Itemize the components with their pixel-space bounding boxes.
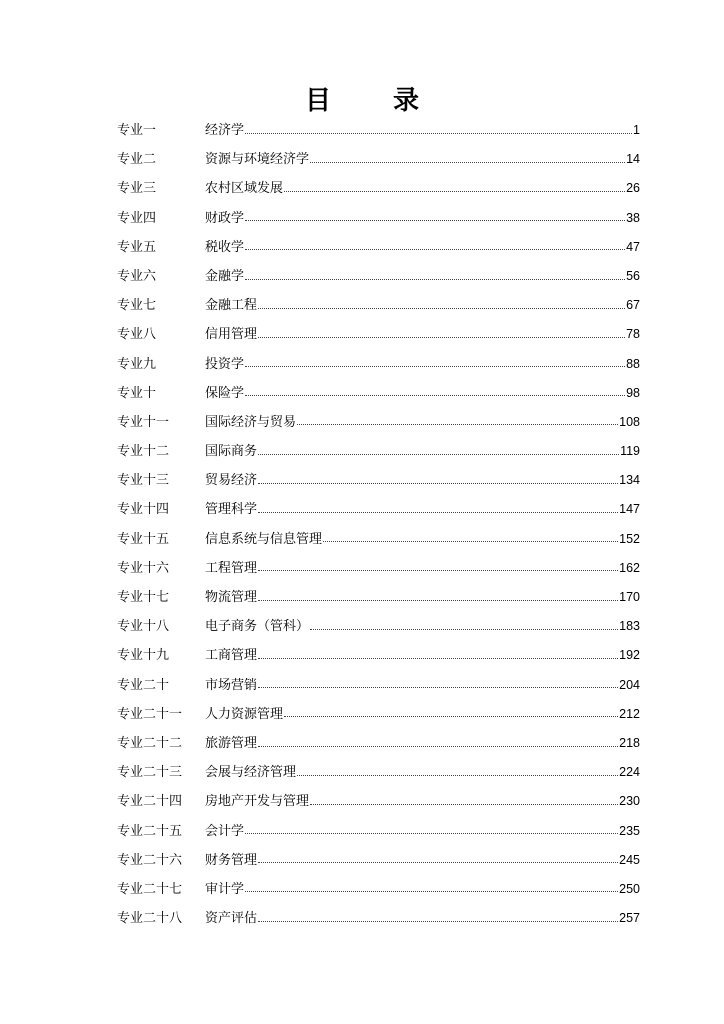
title-char-2: 录 (393, 86, 420, 116)
toc-row[interactable] (117, 145, 640, 174)
toc-leader-dots (284, 715, 618, 717)
toc-entry-title: 审计学 (205, 881, 245, 897)
toc-entry-number: 专业十九 (117, 648, 170, 664)
toc-row[interactable] (117, 671, 640, 700)
page-title (0, 80, 724, 117)
toc-entry-page: 152 (619, 531, 640, 546)
toc-leader-dots (284, 190, 625, 192)
toc-row[interactable] (117, 904, 640, 933)
toc-entry-number: 专业十八 (117, 619, 170, 635)
toc-leader-dots (258, 599, 618, 601)
toc-entry-number: 专业六 (117, 268, 157, 284)
toc-entry-title: 会计学 (205, 823, 245, 839)
toc-entry-page: 134 (619, 473, 640, 488)
toc-leader-dots (245, 832, 618, 834)
toc-entry-title: 金融学 (205, 268, 245, 284)
toc-entry-number: 专业十四 (117, 502, 170, 518)
toc-entry-title: 财政学 (205, 210, 245, 226)
toc-leader-dots (245, 890, 618, 892)
toc-entry-title: 资源与环境经济学 (205, 152, 310, 168)
toc-entry-page: 218 (619, 735, 640, 750)
toc-row[interactable] (117, 495, 640, 524)
toc-leader-dots (297, 423, 618, 425)
toc-entry-number: 专业二十六 (117, 852, 183, 868)
toc-entry-number: 专业十六 (117, 560, 170, 576)
toc-leader-dots (245, 278, 625, 280)
toc-row[interactable] (117, 291, 640, 320)
toc-entry-number: 专业十二 (117, 444, 170, 460)
toc-entry-number: 专业二十七 (117, 881, 183, 897)
toc-row[interactable] (117, 846, 640, 875)
toc-row[interactable] (117, 787, 640, 816)
toc-row[interactable] (117, 612, 640, 641)
toc-leader-dots (258, 336, 625, 338)
toc-leader-dots (310, 803, 618, 805)
toc-entry-title: 房地产开发与管理 (205, 794, 310, 810)
toc-leader-dots (323, 540, 618, 542)
toc-entry-page: 250 (619, 881, 640, 896)
toc-entry-page: 212 (619, 706, 640, 721)
toc-entry-number: 专业五 (117, 239, 157, 255)
toc-entry-page: 119 (620, 444, 640, 459)
toc-entry-number: 专业二十 (117, 677, 170, 693)
toc-entry-number: 专业八 (117, 327, 157, 343)
toc-leader-dots (258, 861, 618, 863)
toc-entry-number: 专业十七 (117, 590, 170, 605)
toc-leader-dots (258, 511, 618, 513)
toc-entry-page: 192 (619, 648, 640, 663)
toc-leader-dots (258, 307, 625, 309)
toc-entry-title: 金融工程 (205, 298, 258, 314)
table-of-contents (117, 116, 640, 933)
toc-entry-title: 保险学 (205, 385, 245, 401)
toc-row[interactable] (117, 262, 640, 291)
toc-row[interactable] (117, 408, 640, 437)
toc-leader-dots (258, 569, 618, 571)
toc-entry-number: 专业二十四 (117, 794, 183, 810)
toc-entry-page: 98 (626, 385, 640, 400)
toc-entry-title: 经济学 (205, 123, 245, 138)
toc-entry-number: 专业二 (117, 152, 157, 168)
toc-entry-page: 204 (619, 677, 640, 692)
toc-row[interactable] (117, 350, 640, 379)
toc-row[interactable] (117, 525, 640, 554)
toc-entry-page: 162 (619, 560, 640, 575)
toc-entry-page: 257 (619, 911, 640, 926)
toc-entry-number: 专业四 (117, 210, 157, 226)
toc-entry-number: 专业二十二 (117, 735, 183, 751)
toc-row[interactable] (117, 641, 640, 670)
toc-entry-title: 贸易经济 (205, 473, 258, 489)
toc-entry-title: 国际商务 (205, 444, 258, 460)
toc-entry-page: 78 (626, 327, 640, 342)
toc-leader-dots (245, 132, 632, 134)
toc-entry-page: 67 (626, 298, 640, 313)
toc-row[interactable] (117, 817, 640, 846)
title-char-1: 目 (304, 86, 331, 116)
toc-leader-dots (258, 745, 618, 747)
toc-row[interactable] (117, 437, 640, 466)
toc-entry-title: 农村区域发展 (205, 181, 284, 197)
toc-entry-title: 工商管理 (205, 648, 258, 664)
toc-entry-page: 14 (626, 152, 640, 167)
toc-entry-title: 电子商务（管科） (205, 619, 310, 635)
toc-leader-dots (245, 365, 625, 367)
toc-row[interactable] (117, 729, 640, 758)
toc-row[interactable] (117, 875, 640, 904)
toc-row[interactable] (117, 466, 640, 495)
toc-leader-dots (258, 482, 618, 484)
toc-entry-number: 专业十 (117, 385, 157, 401)
toc-entry-number: 专业九 (117, 356, 157, 372)
toc-leader-dots (258, 657, 618, 659)
toc-entry-number: 专业二十三 (117, 765, 183, 781)
toc-entry-page: 230 (619, 794, 640, 809)
toc-entry-title: 信息系统与信息管理 (205, 531, 323, 547)
toc-entry-page: 235 (619, 823, 640, 838)
toc-leader-dots (258, 920, 618, 922)
toc-entry-title: 国际经济与贸易 (205, 414, 297, 430)
toc-entry-title: 管理科学 (205, 502, 258, 518)
toc-entry-page: 224 (619, 765, 640, 780)
toc-entry-number: 专业二十八 (117, 911, 183, 927)
toc-entry-page: 147 (619, 502, 640, 517)
toc-entry-number: 专业十一 (117, 414, 170, 430)
toc-entry-number: 专业十三 (117, 473, 170, 489)
toc-row[interactable] (117, 554, 640, 583)
toc-entry-page: 47 (626, 239, 640, 254)
toc-row[interactable] (117, 116, 640, 145)
toc-entry-title: 信用管理 (205, 327, 258, 343)
toc-leader-dots (245, 248, 625, 250)
toc-entry-title: 物流管理 (205, 590, 258, 605)
toc-entry-number: 专业一 (117, 123, 157, 138)
toc-entry-page: 56 (626, 268, 640, 283)
toc-row[interactable] (117, 204, 640, 233)
toc-entry-title: 税收学 (205, 239, 245, 255)
toc-entry-page: 108 (619, 414, 640, 429)
toc-row[interactable] (117, 233, 640, 262)
toc-row[interactable] (117, 700, 640, 729)
toc-row[interactable] (117, 174, 640, 203)
toc-entry-title: 资产评估 (205, 911, 258, 927)
toc-entry-title: 财务管理 (205, 852, 258, 868)
toc-row[interactable] (117, 320, 640, 349)
toc-row[interactable] (117, 583, 640, 612)
toc-leader-dots (258, 453, 619, 455)
toc-entry-page: 1 (633, 123, 640, 137)
toc-entry-number: 专业十五 (117, 531, 170, 547)
toc-row[interactable] (117, 758, 640, 787)
toc-entry-title: 市场营销 (205, 677, 258, 693)
toc-leader-dots (245, 219, 625, 221)
toc-leader-dots (258, 686, 618, 688)
toc-entry-number: 专业二十五 (117, 823, 183, 839)
toc-leader-dots (245, 394, 625, 396)
toc-leader-dots (310, 628, 618, 630)
toc-entry-title: 人力资源管理 (205, 706, 284, 722)
toc-leader-dots (297, 774, 618, 776)
toc-leader-dots (310, 161, 625, 163)
toc-row[interactable] (117, 379, 640, 408)
toc-entry-page: 26 (626, 181, 640, 196)
toc-entry-title: 旅游管理 (205, 735, 258, 751)
toc-entry-page: 183 (619, 619, 640, 634)
toc-entry-number: 专业二十一 (117, 706, 183, 722)
toc-entry-page: 38 (626, 210, 640, 225)
toc-entry-page: 170 (619, 590, 640, 604)
toc-entry-number: 专业七 (117, 298, 157, 314)
toc-entry-title: 工程管理 (205, 560, 258, 576)
toc-entry-title: 会展与经济管理 (205, 765, 297, 781)
toc-entry-page: 245 (619, 852, 640, 867)
toc-entry-number: 专业三 (117, 181, 157, 197)
toc-entry-title: 投资学 (205, 356, 245, 372)
toc-entry-page: 88 (626, 356, 640, 371)
